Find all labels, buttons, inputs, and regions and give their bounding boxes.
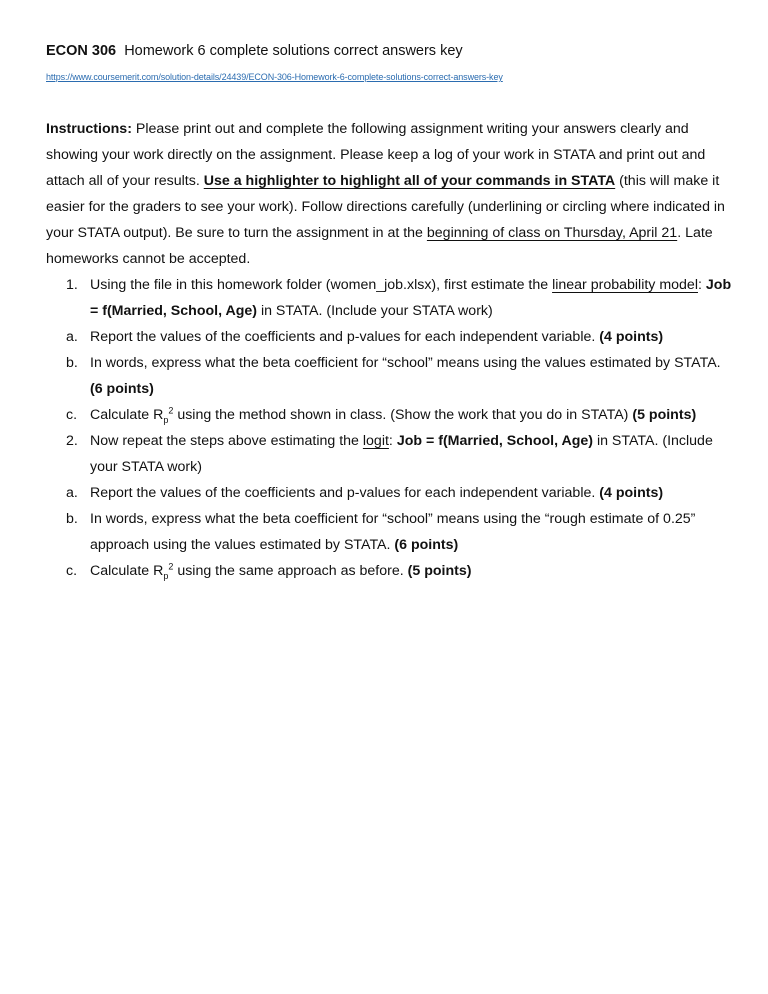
points: (5 points): [407, 563, 472, 579]
question-text: Report the values of the coefficients and p-values for each independent variable.: [90, 329, 596, 345]
question-2a: [46, 480, 736, 506]
superscript: 2: [168, 561, 174, 572]
instructions-paragraph: [46, 116, 726, 272]
points: (4 points): [599, 485, 664, 501]
superscript: 2: [168, 405, 174, 416]
question-text: using the method shown in class. (Show the work that you do in STATA): [177, 407, 629, 423]
question-text: using the same approach as before.: [177, 563, 404, 579]
question-text: Calculate R: [90, 407, 164, 423]
question-1a: [46, 324, 736, 350]
list-marker: a.: [66, 485, 78, 501]
model-formula: Job = f(Married, School, Age): [396, 433, 593, 449]
model-formula: Job = f(Married, School, Age): [90, 277, 732, 319]
points: (6 points): [90, 381, 154, 397]
model-name: linear probability model: [552, 277, 698, 293]
source-link[interactable]: https://www.coursemerit.com/solution-details/24439/ECON-306-Homework-6-complete-solutions-correct-answers-key: [46, 72, 503, 82]
question-text: Now repeat the steps above estimating the: [90, 433, 359, 449]
model-name: logit: [362, 433, 389, 449]
subscript: p: [163, 414, 169, 425]
list-marker: b.: [66, 511, 78, 527]
list-marker: 2.: [66, 433, 78, 449]
deadline-text: beginning of class on Thursday, April 21: [426, 225, 678, 241]
points: (5 points): [632, 407, 697, 423]
subscript: p: [163, 570, 169, 581]
colon: :: [388, 433, 393, 449]
question-2: [46, 428, 736, 480]
highlight-instruction: Use a highlighter to highlight all of your commands in STATA: [203, 173, 616, 189]
instructions-text-2: (this will make it easier for the graders to see your work). Follow directions carefully (underlining or circling where indicated in your STATA output). Be sure to turn the assignment in at the: [46, 173, 725, 241]
question-2b: [46, 506, 736, 558]
question-1c: [46, 402, 736, 428]
question-text: In words, express what the beta coefficient for “school” means using the values estimated by STATA.: [90, 355, 721, 371]
question-1b: [46, 350, 736, 402]
instructions-label: Instructions:: [46, 121, 132, 137]
question-text: in STATA. (Include your STATA work): [90, 433, 713, 475]
title-text: Homework 6 complete solutions correct answers key: [124, 43, 463, 59]
points: (4 points): [599, 329, 664, 345]
question-list: [46, 272, 736, 584]
question-text: Calculate R: [90, 563, 164, 579]
question-text: In words, express what the beta coefficient for “school” means using the “rough estimate of 0.25” approach using the values estimated by STATA.: [90, 511, 696, 553]
question-2c: [46, 558, 736, 584]
list-marker: b.: [66, 355, 78, 371]
question-1: [46, 272, 736, 324]
question-text: in STATA. (Include your STATA work): [260, 303, 493, 319]
points: (6 points): [394, 537, 459, 553]
list-marker: c.: [66, 563, 78, 579]
question-text: Using the file in this homework folder (women_job.xlsx), first estimate the: [90, 277, 549, 293]
list-marker: c.: [66, 407, 78, 423]
question-text: Report the values of the coefficients and p-values for each independent variable.: [90, 485, 596, 501]
document-title: [46, 43, 463, 59]
list-marker: a.: [66, 329, 78, 345]
list-marker: 1.: [66, 277, 78, 293]
colon: :: [697, 277, 702, 293]
instructions-text-3: . Late homeworks cannot be accepted.: [46, 225, 713, 267]
instructions-text-1: Please print out and complete the following assignment writing your answers clearly and showing your work directly on the assignment. Please keep a log of your work in STATA and print out and attach all of your results.: [46, 121, 706, 189]
course-code: ECON 306: [46, 43, 117, 59]
